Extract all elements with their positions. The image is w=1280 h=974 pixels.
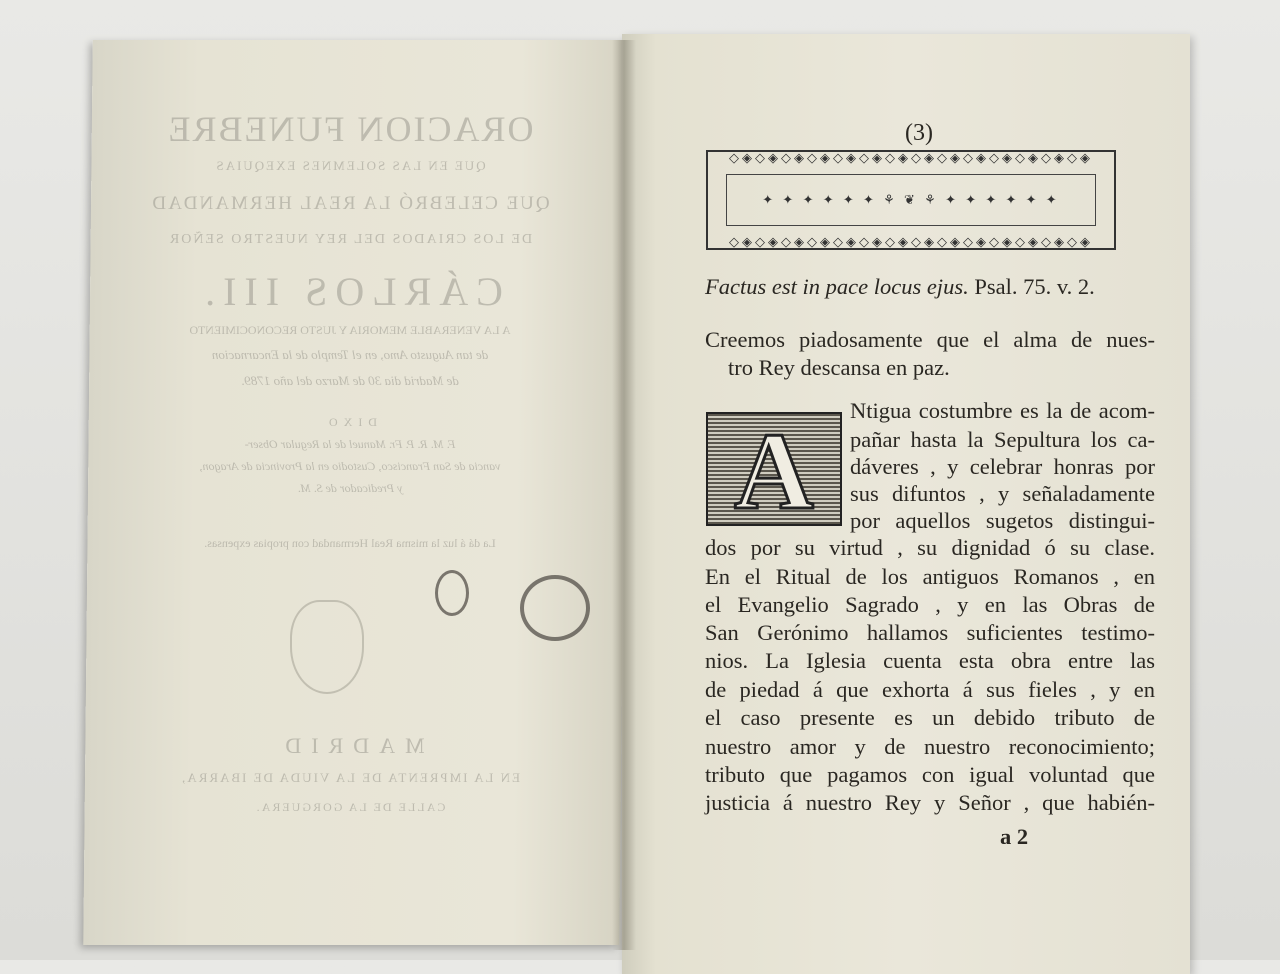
ornament-header <box>706 150 1116 250</box>
text-line: Ntigua costumbre es la de acom- <box>850 398 1155 423</box>
epigraph-latin: Factus est in pace locus ejus. <box>705 274 969 299</box>
bleed-line: CÁRLOS III. <box>197 269 503 314</box>
bleed-line: La dá á luz la misma Real Hermandad con propias expensas. <box>204 536 496 550</box>
bleed-line: DE LOS CRIADOS DEL REY NUESTRO SEÑOR <box>167 232 533 247</box>
bleed-line: DIXO <box>323 415 377 429</box>
drop-cap-letter: A <box>734 410 814 532</box>
text-line: dáveres , y celebrar honras por <box>850 454 1155 479</box>
bleed-line: MADRID <box>275 733 425 758</box>
bleed-line: F. M. R. P. Fr. Manuel de la Regular Obser- <box>244 437 456 451</box>
text-line: por aquellos sugetos distingui- <box>850 508 1155 533</box>
text-line: nuestro amor y de nuestro reconocimiento; <box>705 734 1155 759</box>
ink-stain <box>520 575 590 641</box>
text-line: sus difuntos , y señaladamente <box>850 481 1155 506</box>
ornament-row: ◇◈◇◈◇◈◇◈◇◈◇◈◇◈◇◈◇◈◇◈◇◈◇◈◇◈◇◈ <box>729 234 1093 249</box>
signature-mark: a 2 <box>1000 824 1029 849</box>
text-line: pañar hasta la Sepultura los ca- <box>850 427 1155 452</box>
bleed-line: CALLE DE LA GORGUERA. <box>254 800 446 814</box>
crest-show-through <box>290 600 364 694</box>
bleed-line: de tan Augusto Amo, en el Templo de la Encarnacion <box>211 347 489 362</box>
bleed-line: de Madrid dia 30 de Marzo del año 1789. <box>241 373 459 388</box>
text-line: San Gerónimo hallamos suficientes testimo- <box>705 620 1155 645</box>
text-line: Creemos piadosamente que el alma de nues- <box>705 327 1155 352</box>
text-line: el Evangelio Sagrado , y en las Obras de <box>705 592 1155 617</box>
page-number: (3) <box>905 120 933 146</box>
text-line: el caso presente es un debido tributo de <box>705 705 1155 730</box>
bleed-line: QUE EN LAS SOLEMNES EXEQUIAS <box>214 158 486 173</box>
text-line: En el Ritual de los antiguos Romanos , en <box>705 564 1155 589</box>
text-line: justicia á nuestro Rey y Señor , que habién- <box>705 790 1155 815</box>
text-line: tro Rey descansa en paz. <box>728 355 950 380</box>
ornament-row: ◇◈◇◈◇◈◇◈◇◈◇◈◇◈◇◈◇◈◇◈◇◈◇◈◇◈◇◈ <box>729 150 1093 165</box>
epigraph <box>705 273 1155 301</box>
text-line: de piedad á que exhorta á sus fieles , y en <box>705 677 1155 702</box>
ink-stain <box>435 570 469 616</box>
bleed-line: vancia de San Francisco, Custodio en la Provincia de Aragon, <box>199 459 501 473</box>
text-line: dos por su virtud , su dignidad ó su clase. <box>705 535 1155 560</box>
epigraph-ref: Psal. 75. v. 2. <box>974 274 1095 299</box>
text-line: nios. La Iglesia cuenta esta obra entre las <box>705 648 1155 673</box>
bleed-line: A LA VENERABLE MEMORIA Y JUSTO RECONOCIMIENTO <box>189 323 511 337</box>
bleed-line: QUE CELEBRÓ LA REAL HERMANDAD <box>150 193 550 214</box>
text-line: tributo que pagamos con igual voluntad que <box>705 762 1155 787</box>
bleed-line: y Predicador de S. M. <box>297 481 403 495</box>
book-gutter <box>612 40 636 950</box>
bleed-title: ORACION FUNEBRE <box>166 109 534 149</box>
ornament-row: ✦ ✦ ✦ ✦ ✦ ✦ ⚘ ❦ ⚘ ✦ ✦ ✦ ✦ ✦ ✦ <box>762 192 1060 207</box>
bleed-line: EN LA IMPRENTA DE LA VIUDA DE IBARRA, <box>180 770 520 785</box>
drop-cap-illustrated <box>706 410 842 532</box>
